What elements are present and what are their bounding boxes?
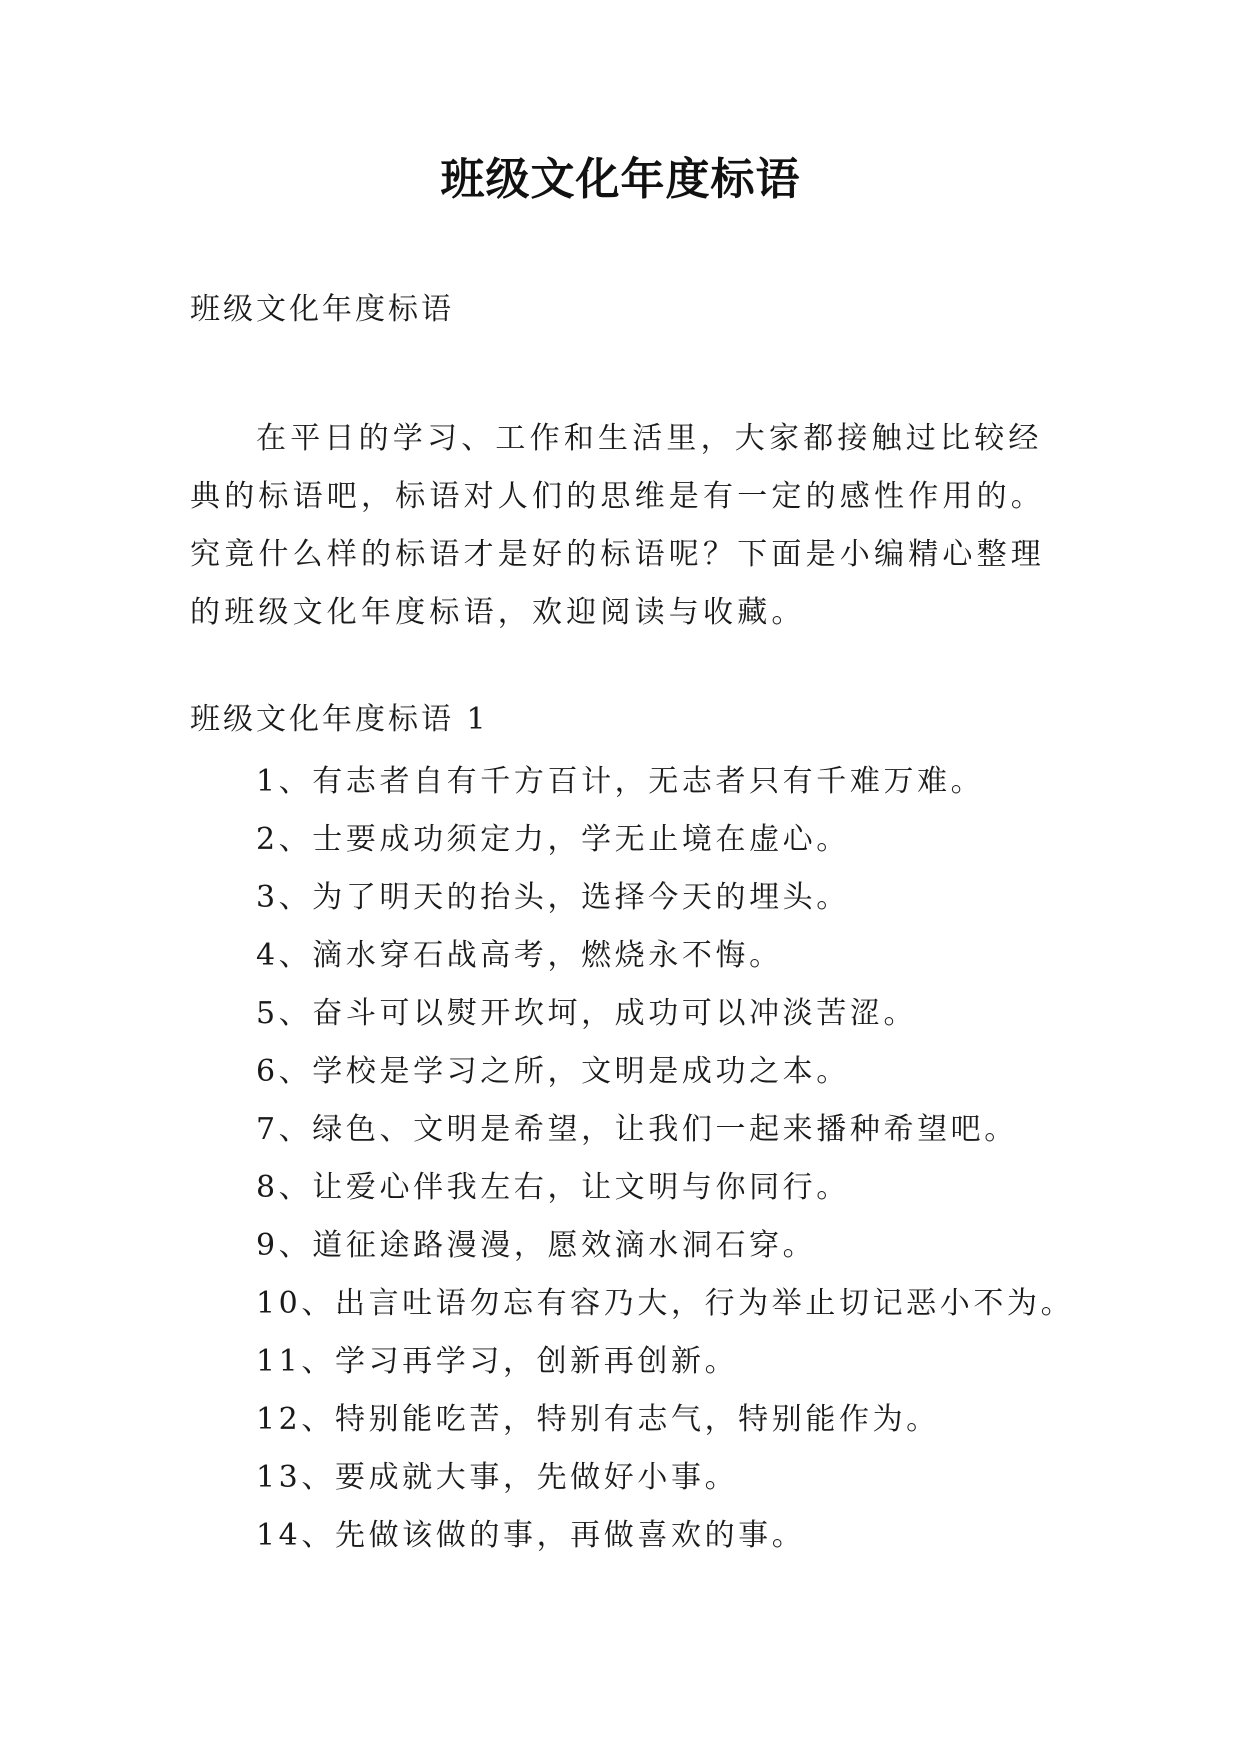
slogan-item: 14、先做该做的事，再做喜欢的事。 [256,1518,806,1553]
document-title: 班级文化年度标语 [440,154,801,205]
slogan-item: 5、奋斗可以熨开坎坷，成功可以冲淡苦涩。 [256,996,918,1031]
slogan-item: 7、绿色、文明是希望，让我们一起来播种希望吧。 [256,1112,1018,1147]
section-heading: 班级文化年度标语 1 [190,702,489,737]
slogan-item: 12、特别能吃苦，特别有志气，特别能作为。 [256,1402,940,1437]
slogan-list [256,753,1156,1565]
slogan-item: 11、学习再学习，创新再创新。 [256,1344,739,1379]
document-subtitle: 班级文化年度标语 [190,292,454,327]
slogan-item: 6、学校是学习之所，文明是成功之本。 [256,1054,850,1089]
intro-paragraph: 在平日的学习、工作和生活里，大家都接触过比较经典的标语吧，标语对人们的思维是有一定的感性作用的。究竟什么样的标语才是好的标语呢？下面是小编精心整理的班级文化年度标语，欢迎阅读与收藏。 [190,421,1045,630]
slogan-item: 9、道征途路漫漫，愿效滴水洞石穿。 [256,1228,817,1263]
slogan-item: 4、滴水穿石战高考，燃烧永不悔。 [256,938,783,973]
slogan-item: 1、有志者自有千方百计，无志者只有千难万难。 [256,764,985,799]
slogan-item: 8、让爱心伴我左右，让文明与你同行。 [256,1170,850,1205]
slogan-item: 2、士要成功须定力，学无止境在虚心。 [256,822,850,857]
slogan-item: 3、为了明天的抬头，选择今天的埋头。 [256,880,850,915]
slogan-item: 13、要成就大事，先做好小事。 [256,1460,739,1495]
slogan-item: 10、出言吐语勿忘有容乃大，行为举止切记恶小不为。 [256,1286,1075,1321]
